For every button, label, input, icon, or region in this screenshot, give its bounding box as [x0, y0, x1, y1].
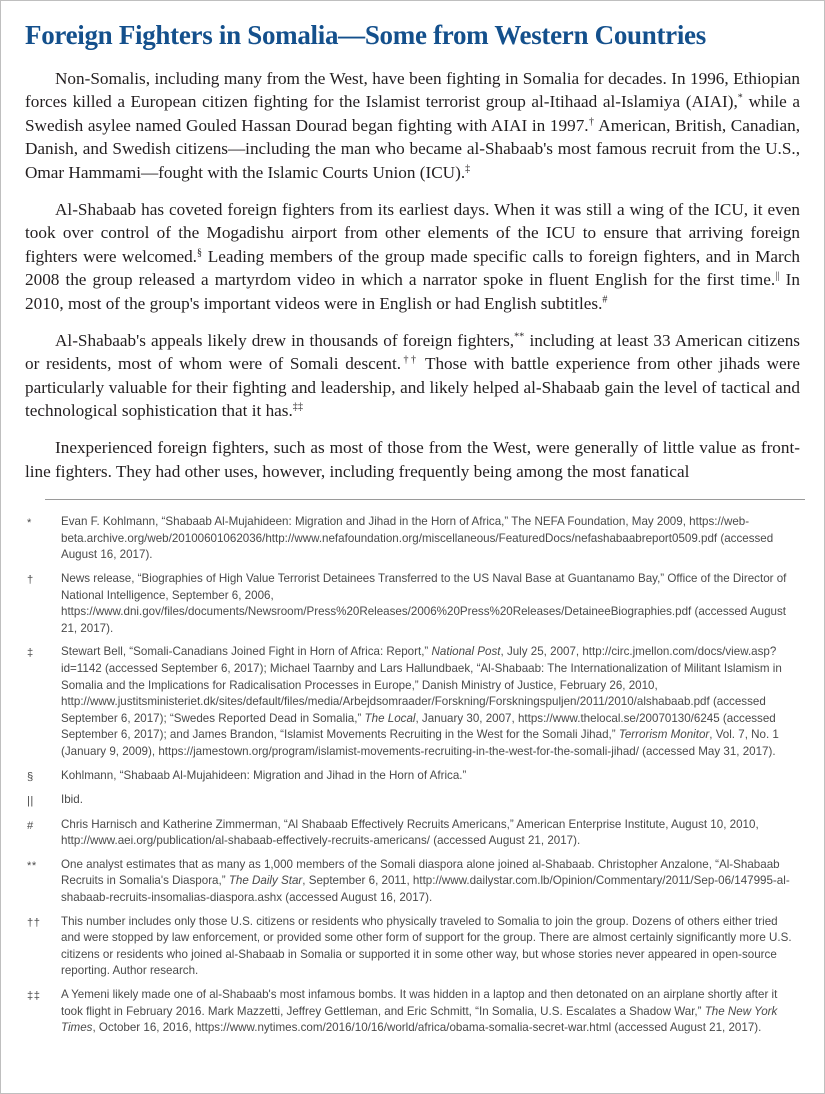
body-paragraph: Inexperienced foreign fighters, such as most of those from the West, were generally of little value as front-line fighters. They had other uses, however, including frequently being among the most fanatical: [25, 438, 800, 481]
footnote-marker: ||: [27, 795, 34, 808]
body-paragraph: Al-Shabaab's appeals likely drew in thousands of foreign fighters,** including at least 33 American citizens or residents, most of whom were of Somali descent.†† Those with battle experience from other jihads were particularly valuable for their fighting and leadership, and likely helped al-Shabaab gain the level of tactical and technological sophistication that it has.‡‡: [25, 330, 800, 421]
italic-title: Terrorism Monitor: [618, 728, 710, 742]
footnote-text: Chris Harnisch and Katherine Zimmerman, “Al Shabaab Effectively Recruits Americans,” American Enterprise Institute, August 10, 2010, http://www.aei.org/publication/al-shabaab-effectively-recruits-americans/ (accessed August 21, 2017).: [61, 817, 759, 848]
footnote-reference-marker[interactable]: *: [737, 92, 743, 104]
footnote-text: Stewart Bell, “Somali-Canadians Joined Fight in Horn of Africa: Report,” National Post, July 25, 2007, http://circ.jmellon.com/docs/view.asp?id=1142 (accessed September 6, 2017); Michael Taarnby and Lars Hallundbaek, “Al-Shabaab: The Internationalization of Militant Islamism in Somalia and the Implications for Radicalisation Processes in Europe,” Danish Ministry of Justice, February 26, 2010, http://www.justitsministeriet.dk/sites/default/files/media/Arbejdsomraader/Forskning/Forskningspuljen/2011/2010/alshabaab.pdf (accessed September 6, 2017); “Swedes Reported Dead in Somalia,” The Local, January 30, 2007, https://www.thelocal.se/20070130/6245 (accessed September 6, 2017); and James Brandon, “Islamist Movements Recruiting in the West for the Somali Jihad,” Terrorism Monitor, Vol. 7, No. 1 (January 9, 2009), https://jamestown.org/program/islamist-movements-recruiting-in-the-west-for-the-somali-jihad/ (accessed May 31, 2017).: [61, 645, 782, 758]
body-text-block: [25, 67, 800, 484]
footnote-reference-marker[interactable]: #: [602, 294, 608, 306]
footnote-reference-marker[interactable]: ||: [775, 270, 780, 282]
footnote-marker: †: [27, 573, 34, 586]
footnote-marker: **: [27, 859, 37, 872]
italic-title: National Post: [431, 645, 501, 659]
footnote-item: [27, 914, 800, 980]
italic-title: The New York Times: [61, 1004, 778, 1035]
footnote-reference-marker[interactable]: †: [588, 116, 595, 128]
footnote-reference-marker[interactable]: ‡‡: [292, 401, 304, 413]
body-paragraph: Non-Somalis, including many from the West, have been fighting in Somalia for decades. In 1996, Ethiopian forces killed a European citizen fighting for the Islamist terrorist group al-Itihaad al-Islamiya (AIAI),* while a Swedish asylee named Gouled Hassan Dourad began fighting with AIAI in 1997.† American, British, Canadian, Danish, and Swedish citizens—including the man who became al-Shabaab's most famous recruit from the U.S., Omar Hammami—fought with the Islamic Courts Union (ICU).‡: [25, 68, 801, 183]
body-paragraph: Al-Shabaab has coveted foreign fighters from its earliest days. When it was still a wing of the ICU, it even took over control of the Mogadishu airport from other elements of the ICU to ensure that arriving foreign fighters were welcomed.§ Leading members of the group made specific calls to foreign fighters, and in March 2008 the group released a martyrdom video in which a narrator spoke in fluent English for the first time.|| In 2010, most of the group's important videos were in English or had English subtitles.#: [25, 199, 800, 314]
footnote-item: [27, 857, 800, 907]
footnote-marker: §: [27, 770, 34, 783]
footnote-reference-marker[interactable]: **: [514, 330, 525, 342]
footnote-item: [27, 987, 800, 1037]
footnote-separator-rule: [45, 499, 805, 500]
footnote-reference-marker[interactable]: ‡: [465, 163, 471, 175]
footnote-item: [27, 817, 800, 850]
footnotes-list: [27, 514, 800, 1037]
footnote-item: [27, 644, 800, 760]
italic-title: The Daily Star: [228, 874, 303, 888]
footnote-reference-marker[interactable]: §: [196, 247, 203, 259]
page-title: Foreign Fighters in Somalia—Some from Western Countries: [25, 20, 706, 50]
footnote-marker: ††: [27, 916, 41, 929]
footnote-marker: *: [27, 517, 32, 530]
footnote-text: Ibid.: [61, 793, 83, 807]
footnote-item: [27, 792, 800, 810]
footnote-text: News release, “Biographies of High Value Terrorist Detainees Transferred to the US Naval Base at Guantanamo Bay,” Office of the Director of National Intelligence, September 6, 2006, https://www.dni.gov/files/documents/Newsroom/Press%20Releases/2006%20Press%20Releases/DetaineeBiographies.pdf (accessed August 21, 2017).: [61, 571, 787, 635]
footnote-marker: ‡: [27, 647, 34, 660]
footnote-item: [27, 571, 800, 637]
footnote-reference-marker[interactable]: ††: [401, 354, 419, 366]
footnote-text: A Yemeni likely made one of al-Shabaab's most infamous bombs. It was hidden in a laptop and then detonated on an airplane shortly after it took flight in February 2016. Mark Mazzetti, Jeffrey Gettleman, and Eric Schmitt, “In Somalia, U.S. Escalates a Shadow War,” The New York Times, October 16, 2016, https://www.nytimes.com/2016/10/16/world/africa/obama-somalia-secret-war.html (accessed August 21, 2017).: [61, 988, 778, 1035]
footnote-text: Evan F. Kohlmann, “Shabaab Al-Mujahideen: Migration and Jihad in the Horn of Africa,” The NEFA Foundation, May 2009, https://web-beta.archive.org/web/20100601062036/http://www.nefafoundation.org/miscellaneous/FeaturedDocs/nefashabaabreport0509.pdf (accessed August 16, 2017).: [61, 515, 774, 562]
footnote-text: Kohlmann, “Shabaab Al-Mujahideen: Migration and Jihad in the Horn of Africa.”: [61, 768, 467, 782]
footnote-text: One analyst estimates that as many as 1,000 members of the Somali diaspora alone joined al-Shabaab. Christopher Anzalone, “Al-Shabaab Recruits in Somalia's Diaspora,” The Daily Star, September 6, 2011, http://www.dailystar.com.lb/Opinion/Commentary/2011/Sep-06/147995-al-shabaab-recruits-insomalias-diaspora.ashx (accessed August 16, 2017).: [61, 857, 790, 905]
footnote-item: [27, 768, 800, 786]
footnote-text: This number includes only those U.S. citizens or residents who physically traveled to Somalia to join the group. Dozens of others either tried and were stopped by law enforcement, or provided some other form of support for the group. There are almost certainly significantly more U.S. citizens or residents who joined al-Shabaab in Somalia or supported it in some other way, but whose stories never appeared in open-source reporting. Author research.: [61, 914, 792, 978]
footnote-item: [27, 514, 800, 564]
footnote-marker: #: [27, 819, 34, 832]
italic-title: The Local: [364, 711, 416, 725]
footnote-marker: ‡‡: [27, 990, 41, 1003]
